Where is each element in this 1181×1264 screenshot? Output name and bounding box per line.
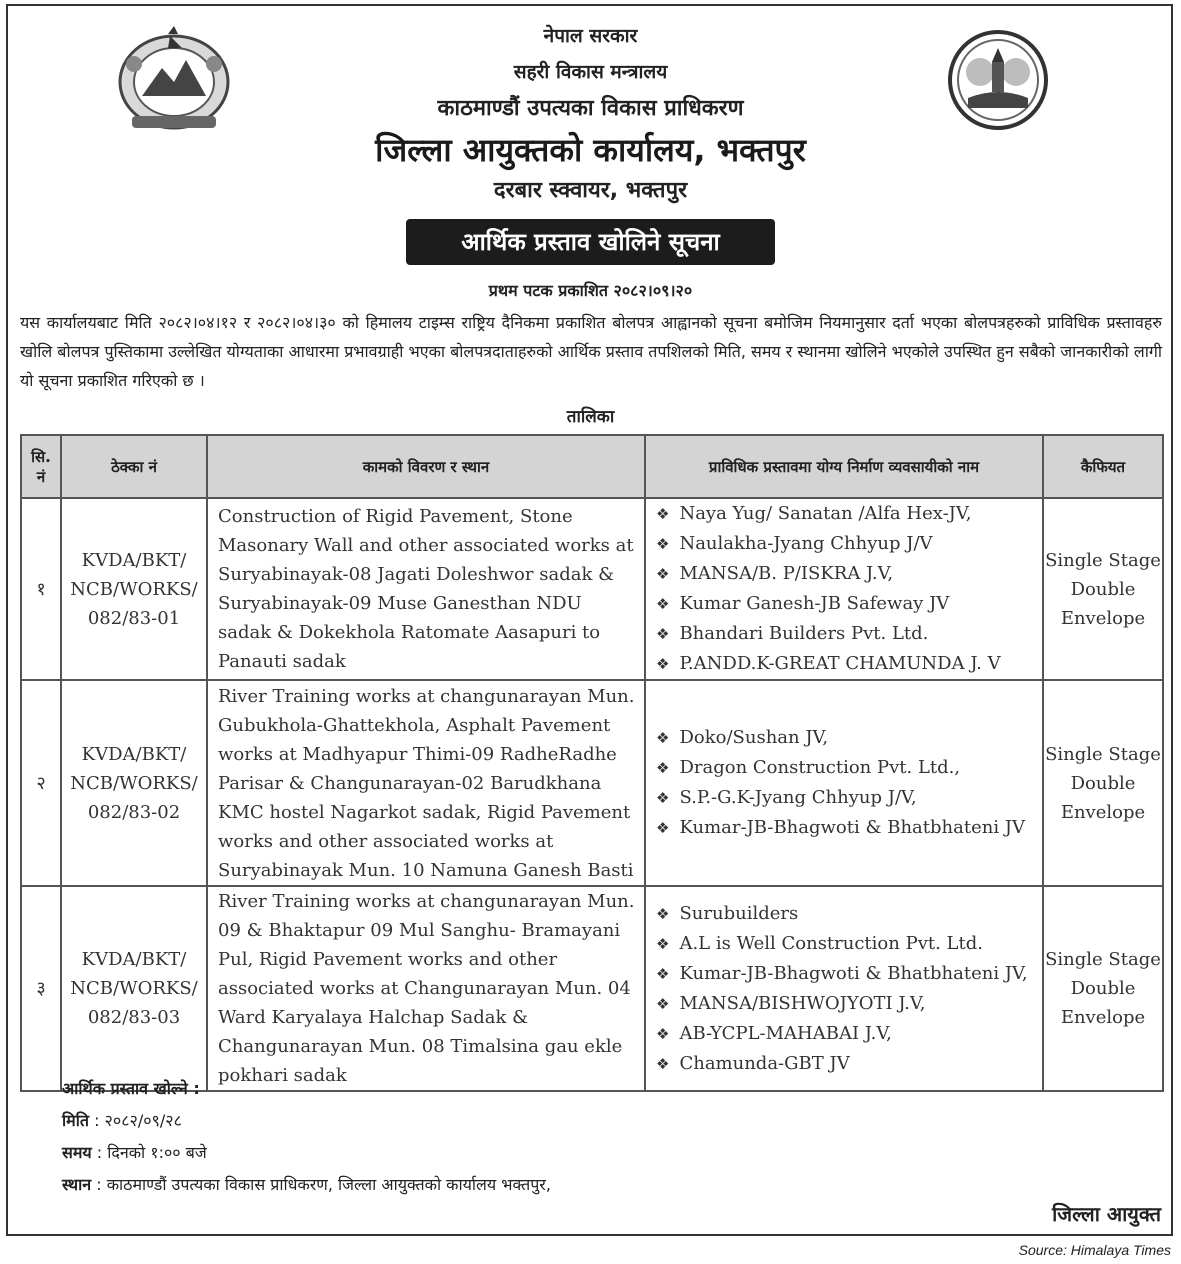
row-contract: KVDA/BKT/ NCB/WORKS/ 082/83-01: [61, 498, 207, 680]
bidder-item: ❖ Naya Yug/ Sanatan /Alfa Hex-JV,: [656, 503, 972, 524]
footer-date-value: : २०८२/०९/२८: [94, 1111, 182, 1130]
bidder-item: ❖ MANSA/B. P/ISKRA J.V,: [656, 563, 894, 584]
bidder-item: ❖ Chamunda-GBT JV: [656, 1052, 850, 1074]
diamond-bullet-icon: ❖: [656, 904, 670, 923]
diamond-bullet-icon: ❖: [656, 595, 670, 613]
bidder-item: ❖ S.P.-G.K-Jyang Chhyup J/V,: [656, 787, 917, 808]
diamond-bullet-icon: ❖: [656, 655, 670, 673]
row-remarks: Single Stage Double Envelope: [1043, 498, 1163, 680]
row-remarks: Single Stage Double Envelope: [1043, 680, 1163, 886]
bidder-item: ❖ Bhandari Builders Pvt. Ltd.: [656, 623, 929, 644]
header-bidders: प्राविधिक प्रस्तावमा योग्य निर्माण व्यवसायीको नाम: [645, 435, 1043, 498]
row-bidders: [645, 886, 1043, 1091]
diamond-bullet-icon: ❖: [656, 819, 670, 837]
notice-paragraph: यस कार्यालयबाट मिति २०८२।०४।१२ र २०८२।०४।३० को हिमालय टाइम्स राष्ट्रिय दैनिकमा प्रकाशित बोलपत्र आह्वानको सूचना बमोजिम नियमानुसार दर्ता भएका बोलपत्रहरुको प्राविधिक प्रस्तावहरु खोलि बोलपत्र पुस्तिकामा उल्लेखित योग्यताका आधारमा प्रभावग्राही भएका बोलपत्रदाताहरुको आर्थिक प्रस्ताव तपशिलको मिति, समय र स्थानमा खोलिने भएकोले उपस्थित हुन सबैको जानकारीको लागी यो सूचना प्रकाशित गरिएको छ ।: [20, 313, 1163, 390]
diamond-bullet-icon: ❖: [656, 505, 670, 523]
footer-place: [62, 1173, 551, 1195]
row-description: River Training works at changunarayan Mun. Gubukhola-Ghattekhola, Asphalt Pavement works at Madhyapur Thimi-09 RadheRadhe Parisar & Changunarayan-02 Barudkhana KMC hostel Nagarkot sadak, Rigid Pavement works and other associated works at Suryabinayak Mun. 10 Namuna Ganesh Basti: [207, 680, 645, 886]
header-address: दरबार स्क्वायर, भक्तपुर: [493, 178, 688, 203]
bidder-item: ❖ Doko/Sushan JV,: [656, 727, 829, 748]
header-office: जिल्ला आयुक्तको कार्यालय, भक्तपुर: [375, 131, 806, 169]
diamond-bullet-icon: ❖: [656, 535, 670, 553]
bidder-item: ❖ A.L is Well Construction Pvt. Ltd.: [656, 932, 983, 954]
tender-table: [20, 434, 1164, 1092]
diamond-bullet-icon: ❖: [656, 625, 670, 643]
diamond-bullet-icon: ❖: [656, 759, 670, 777]
row-description: Construction of Rigid Pavement, Stone Masonary Wall and other associated works at Suryabinayak-08 Jagati Doleshwor sadak & Suryabinayak-09 Muse Ganesthan NDU sadak & Dokekhola Ratomate Aasapuri to Panauti sadak: [207, 498, 645, 680]
row-contract: KVDA/BKT/ NCB/WORKS/ 082/83-02: [61, 680, 207, 886]
header-remarks: कैफियत: [1043, 435, 1163, 498]
footer-date-label: मिति: [62, 1111, 89, 1130]
header-contract: ठेक्का नं: [61, 435, 207, 498]
bidder-item: ❖ Dragon Construction Pvt. Ltd.,: [656, 757, 961, 778]
footer-heading: आर्थिक प्रस्ताव खोल्ने :: [62, 1079, 200, 1098]
diamond-bullet-icon: ❖: [656, 1024, 670, 1043]
bidder-item: ❖ MANSA/BISHWOJYOTI J.V,: [656, 992, 926, 1014]
row-contract: KVDA/BKT/ NCB/WORKS/ 082/83-03: [61, 886, 207, 1091]
signature: जिल्ला आयुक्त: [1052, 1202, 1161, 1226]
footer-place-value: : काठमाण्डौं उपत्यका विकास प्राधिकरण, जिल्ला आयुक्तको कार्यालय भक्तपुर,: [96, 1175, 551, 1194]
row-remarks: Single Stage Double Envelope: [1043, 886, 1163, 1091]
diamond-bullet-icon: ❖: [656, 565, 670, 583]
row-bidders: [645, 498, 1043, 680]
header-description: कामको विवरण र स्थान: [207, 435, 645, 498]
bidder-item: ❖ P.ANDD.K-GREAT CHAMUNDA J. V: [656, 653, 1001, 674]
row-sn: ३: [21, 886, 61, 1091]
table-header-row: [21, 435, 1163, 498]
diamond-bullet-icon: ❖: [656, 729, 670, 747]
bidder-item: ❖ Kumar-JB-Bhagwoti & Bhatbhateni JV,: [656, 962, 1028, 984]
bidder-item: ❖ Naulakha-Jyang Chhyup J/V: [656, 533, 933, 554]
notice-title: आर्थिक प्रस्ताव खोलिने सूचना: [406, 219, 775, 265]
row-sn: १: [21, 498, 61, 680]
bidder-item: ❖ Surubuilders: [656, 902, 799, 924]
row-sn: २: [21, 680, 61, 886]
table-caption: तालिका: [566, 407, 615, 427]
source-credit: Source: Himalaya Times: [1018, 1242, 1171, 1258]
diamond-bullet-icon: ❖: [656, 1054, 670, 1073]
row-description: River Training works at changunarayan Mun. 09 & Bhaktapur 09 Mul Sanghu- Bramayani Pul, Rigid Pavement works and other associated works at Changunarayan Mun. 04 Ward Karyalaya Halchap Sadak & Changunarayan Mun. 08 Timalsina gau ekle pokhari sadak: [207, 886, 645, 1091]
bidder-item: ❖ Kumar Ganesh-JB Safeway JV: [656, 593, 950, 614]
header-authority: काठमाण्डौं उपत्यका विकास प्राधिकरण: [437, 96, 744, 121]
publication-date: प्रथम पटक प्रकाशित २०८२।०९।२०: [488, 281, 693, 300]
footer-time-value: : दिनको १:०० बजे: [96, 1143, 207, 1162]
bidder-item: ❖ AB-YCPL-MAHABAI J.V,: [656, 1022, 892, 1044]
footer-time-label: समय: [62, 1143, 92, 1162]
row-bidders: [645, 680, 1043, 886]
footer-date: [62, 1109, 182, 1131]
footer-place-label: स्थान: [62, 1175, 92, 1194]
diamond-bullet-icon: ❖: [656, 994, 670, 1013]
diamond-bullet-icon: ❖: [656, 964, 670, 983]
diamond-bullet-icon: ❖: [656, 934, 670, 953]
header-sn: सि. नं: [21, 435, 61, 498]
table-row: [21, 680, 1163, 886]
header-government: नेपाल सरकार: [543, 25, 638, 47]
footer-time: [62, 1141, 207, 1163]
table-row: [21, 498, 1163, 680]
diamond-bullet-icon: ❖: [656, 789, 670, 807]
bidder-item: ❖ Kumar-JB-Bhagwoti & Bhatbhateni JV: [656, 817, 1026, 838]
header-ministry: सहरी विकास मन्त्रालय: [513, 61, 668, 83]
table-row: [21, 886, 1163, 1091]
